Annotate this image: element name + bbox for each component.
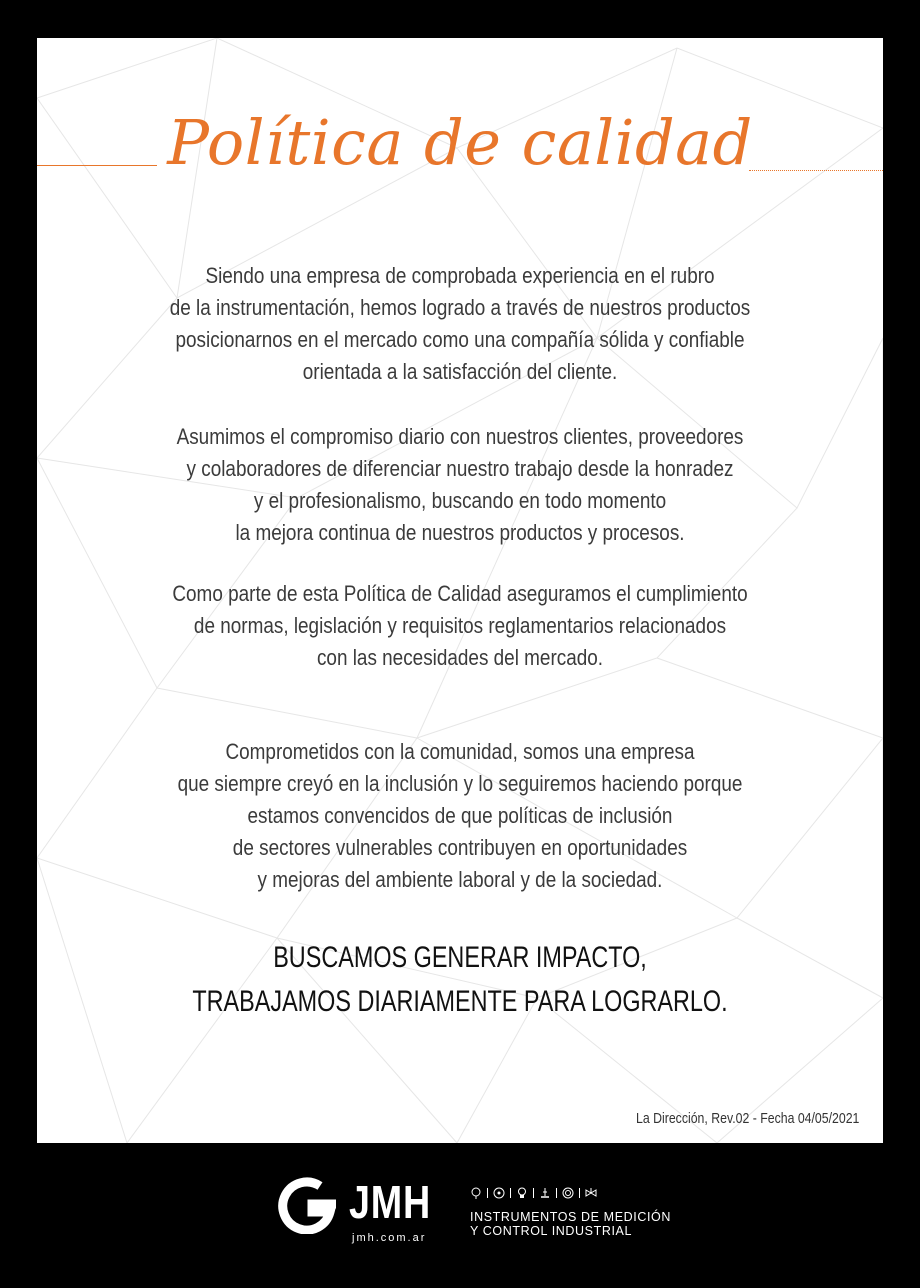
paragraph-line: Como parte de esta Política de Calidad aseguramos el cumplimiento [172,581,748,606]
paragraph-line: posicionarnos en el mercado como una compañía sólida y confiable [175,327,745,352]
tagline-line: INSTRUMENTOS DE MEDICIÓN [470,1210,671,1224]
slogan-line: BUSCAMOS GENERAR IMPACTO, [273,941,647,974]
slogan [130,936,790,1024]
title-rule-left [37,165,157,166]
paragraph-line: de la instrumentación, hemos logrado a través de nuestros productos [169,295,751,320]
paragraph-line: Comprometidos con la comunidad, somos una empresa [225,739,695,764]
paragraph-line: Siendo una empresa de comprobada experiencia en el rubro [205,263,715,288]
icon-separator [556,1188,557,1198]
jmh-logo-icon [272,1176,340,1234]
signature-revision: La Dirección, Rev.02 - Fecha 04/05/2021 [635,1110,859,1127]
paragraph-experience [96,260,824,388]
icon-separator [533,1188,534,1198]
paragraph-line: de normas, legislación y requisitos reglamentarios relacionados [193,613,727,638]
icon-separator [510,1188,511,1198]
thermometer-dial-icon [470,1187,482,1199]
brand-url: jmh.com.ar [352,1232,427,1244]
paragraph-line: estamos convencidos de que políticas de inclusión [247,803,673,828]
company-tagline [470,1210,671,1238]
paragraph-commitment [96,421,824,549]
paragraph-line: que siempre creyó en la inclusión y lo seguiremos haciendo porque [177,771,743,796]
instrument-icon-row [470,1186,597,1200]
level-icon [539,1187,551,1199]
document-sheet [37,38,883,1143]
paragraph-line: la mejora continua de nuestros productos y procesos. [235,520,685,545]
flow-icon [562,1187,574,1199]
paragraph-line: Asumimos el compromiso diario con nuestros clientes, proveedores [176,424,744,449]
paragraph-line: y el profesionalismo, buscando en todo momento [253,488,667,513]
paragraph-line: y colaboradores de diferenciar nuestro trabajo desde la honradez [186,456,734,481]
paragraph-line: de sectores vulnerables contribuyen en oportunidades [232,835,688,860]
slogan-line: TRABAJAMOS DIARIAMENTE PARA LOGRARLO. [192,985,728,1018]
footer [0,1143,920,1288]
pressure-icon [516,1187,528,1199]
page-title: Política de calidad [167,106,753,179]
icon-separator [487,1188,488,1198]
valve-icon [585,1187,597,1199]
paragraph-line: y mejoras del ambiente laboral y de la sociedad. [257,867,663,892]
gauge-icon [493,1187,505,1199]
paragraph-inclusion [96,736,824,896]
brand-name: JMH [349,1176,432,1228]
paragraph-compliance [96,578,824,674]
paragraph-line: orientada a la satisfacción del cliente. [302,359,618,384]
title-rule-right-dotted [749,170,883,171]
paragraph-line: con las necesidades del mercado. [316,645,604,670]
tagline-line: Y CONTROL INDUSTRIAL [470,1224,633,1238]
icon-separator [579,1188,580,1198]
